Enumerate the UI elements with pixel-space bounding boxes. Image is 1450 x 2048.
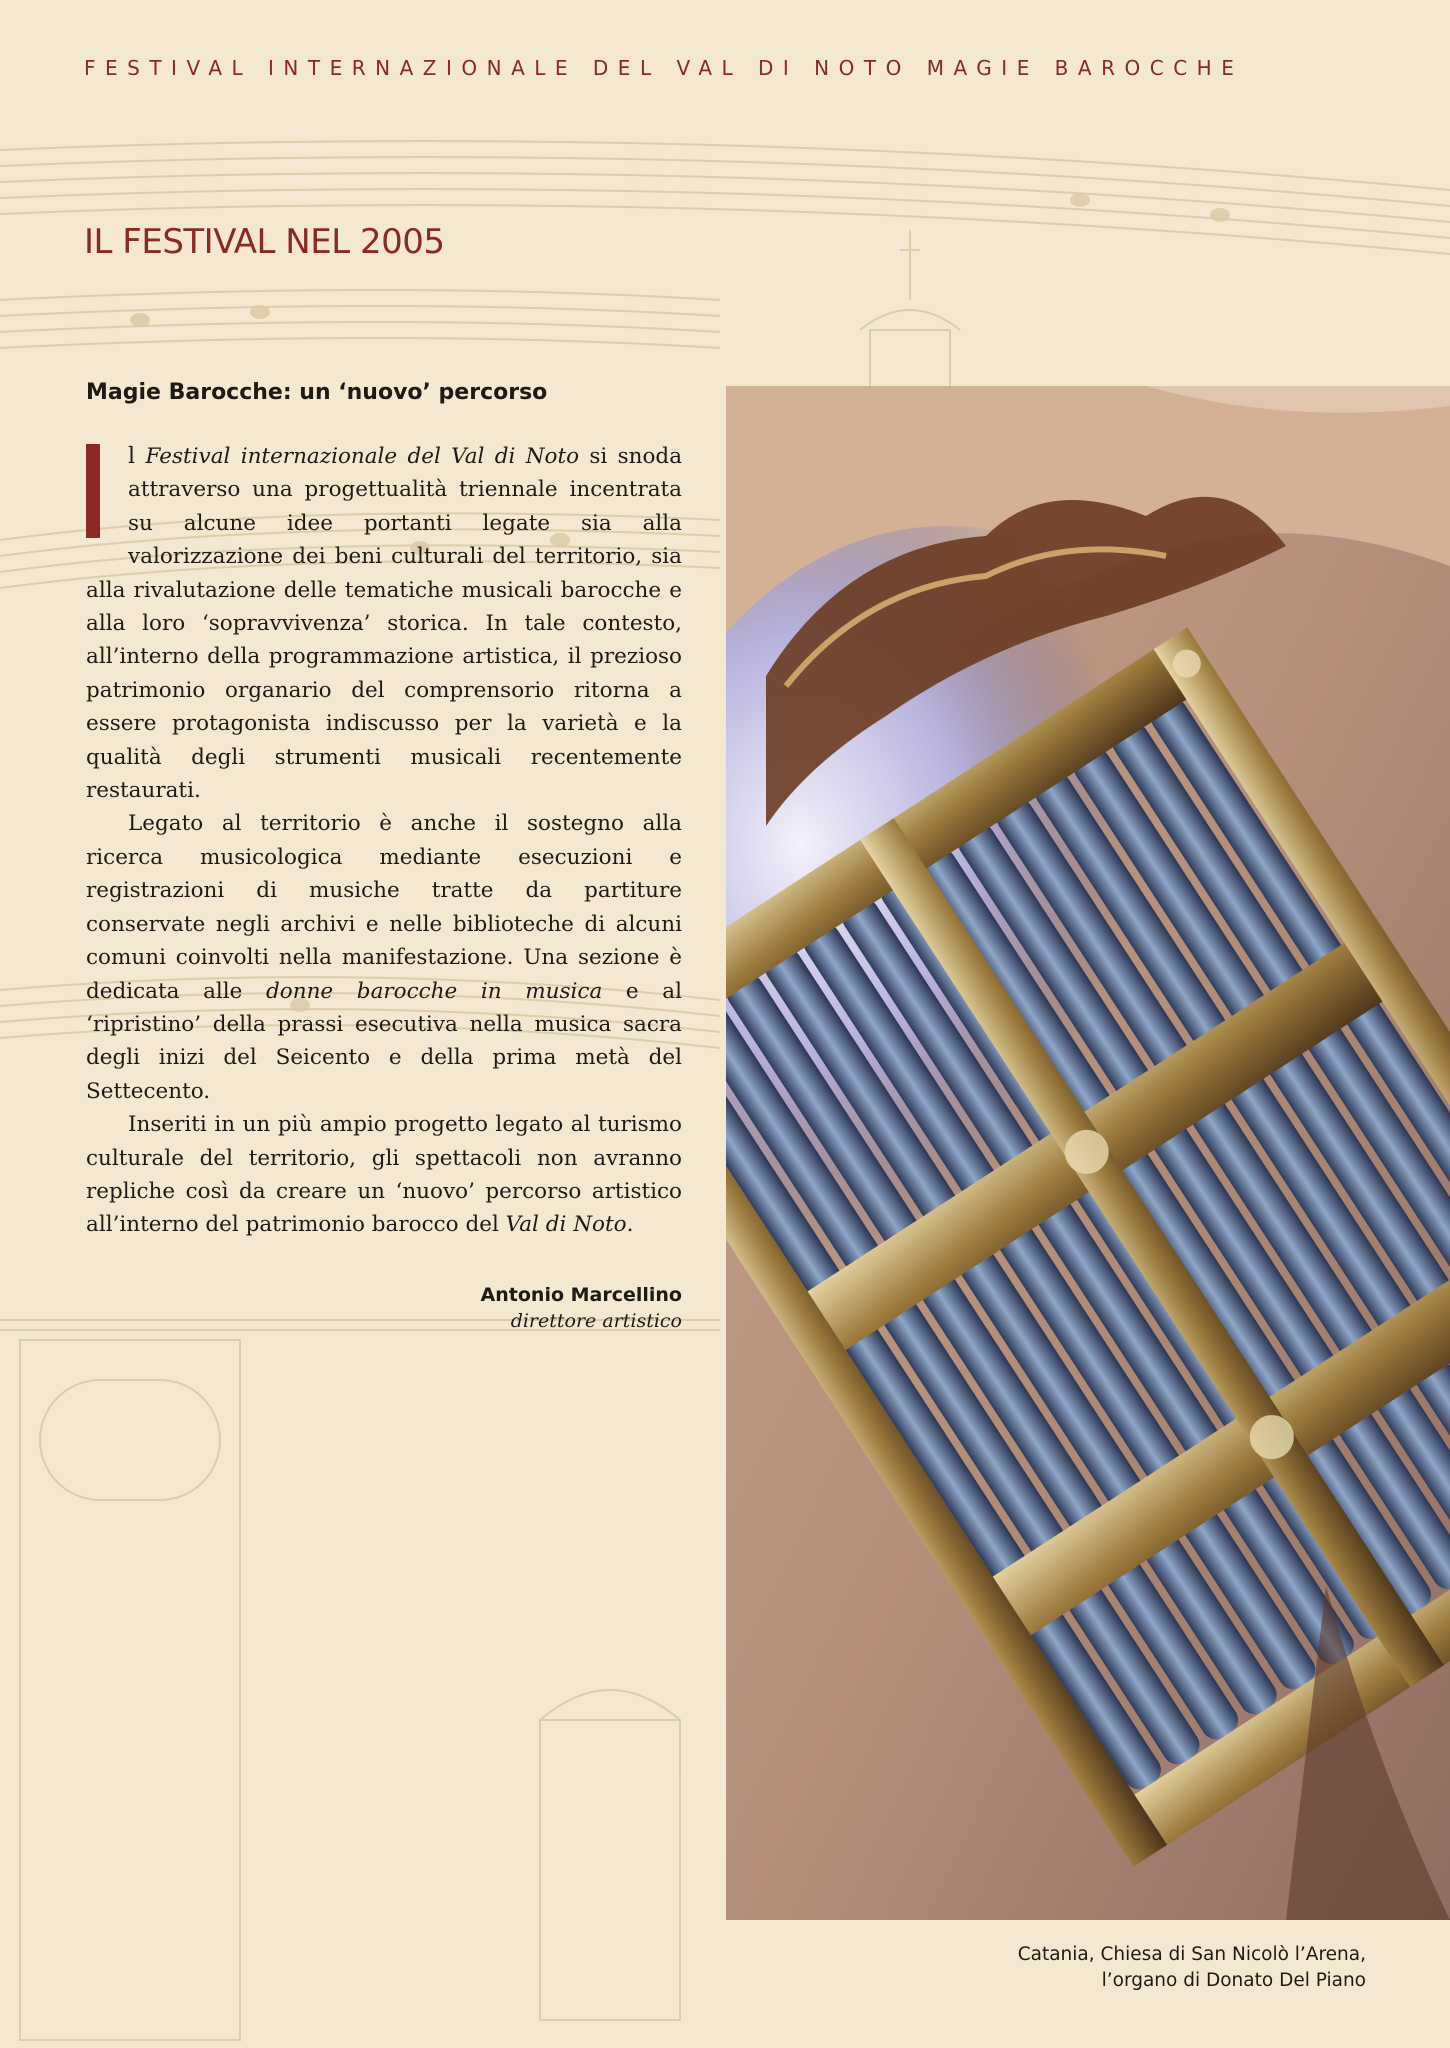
page-title: IL FESTIVAL NEL 2005 (84, 222, 445, 262)
paragraph-3 (86, 1108, 682, 1242)
article-heading: Magie Barocche: un ‘nuovo’ percorso (86, 380, 548, 405)
caption-line-2: l’organo di Donato Del Piano (1101, 1970, 1366, 1991)
paragraph-2-italic: donne barocche in musica (266, 978, 603, 1004)
photo-caption (1018, 1942, 1366, 1994)
paragraph-3-text-b: . (626, 1212, 634, 1238)
organ-photo (726, 386, 1450, 1920)
paragraph-1-italic: Festival internazionale del Val di Noto (145, 444, 580, 469)
author-name: Antonio Marcellino (480, 1284, 682, 1306)
drop-cap-wrap (86, 444, 120, 542)
signature-block (481, 1284, 682, 1332)
paragraph-2-text-a: Legato al territorio è anche il sostegno alla ricerca musicologica mediante esecuzioni e registrazioni di musiche tratte da partiture conservate negli archivi e nelle biblioteche di alcuni comuni coinvolti nella manifestazione. Una sezione è dedicata alle (86, 811, 682, 1004)
author-role: direttore artistico (510, 1310, 682, 1332)
paragraph-3-italic: Val di Noto (505, 1212, 627, 1238)
paragraph-1-lead: l (128, 444, 146, 469)
paragraph-3-text-a: Inseriti in un più ampio progetto legato al turismo culturale del territorio, gli spettacoli non avranno repliche così da creare un ‘nuovo’ percorso artistico all’interno del patrimonio barocco del (86, 1112, 682, 1238)
running-header: FESTIVAL INTERNAZIONALE DEL VAL DI NOTO MAGIE BAROCCHE (84, 56, 1244, 80)
drop-cap (86, 444, 100, 538)
paragraph-1 (86, 440, 682, 807)
paragraph-1-text: si snoda attraverso una progettualità triennale incentrata su alcune idee portanti legate sia alla valorizzazione dei beni culturali del territorio, sia alla rivalutazione delle tematiche musicali barocche e alla loro ‘sopravvivenza’ storica. In tale contesto, all’interno della programmazione artistica, il prezioso patrimonio organario del comprensorio ritorna a essere protagonista indiscusso per la varietà e la qualità degli strumenti musicali recentemente restaurati. (86, 444, 683, 804)
paragraph-2-text-b: e al ‘ripristino’ della prassi esecutiva nella musica sacra degli inizi del Seicento e della prima metà del Settecento. (86, 978, 682, 1104)
article-body (86, 440, 682, 1242)
caption-line-1: Catania, Chiesa di San Nicolò l’Arena, (1017, 1944, 1366, 1965)
paragraph-2 (86, 807, 682, 1108)
